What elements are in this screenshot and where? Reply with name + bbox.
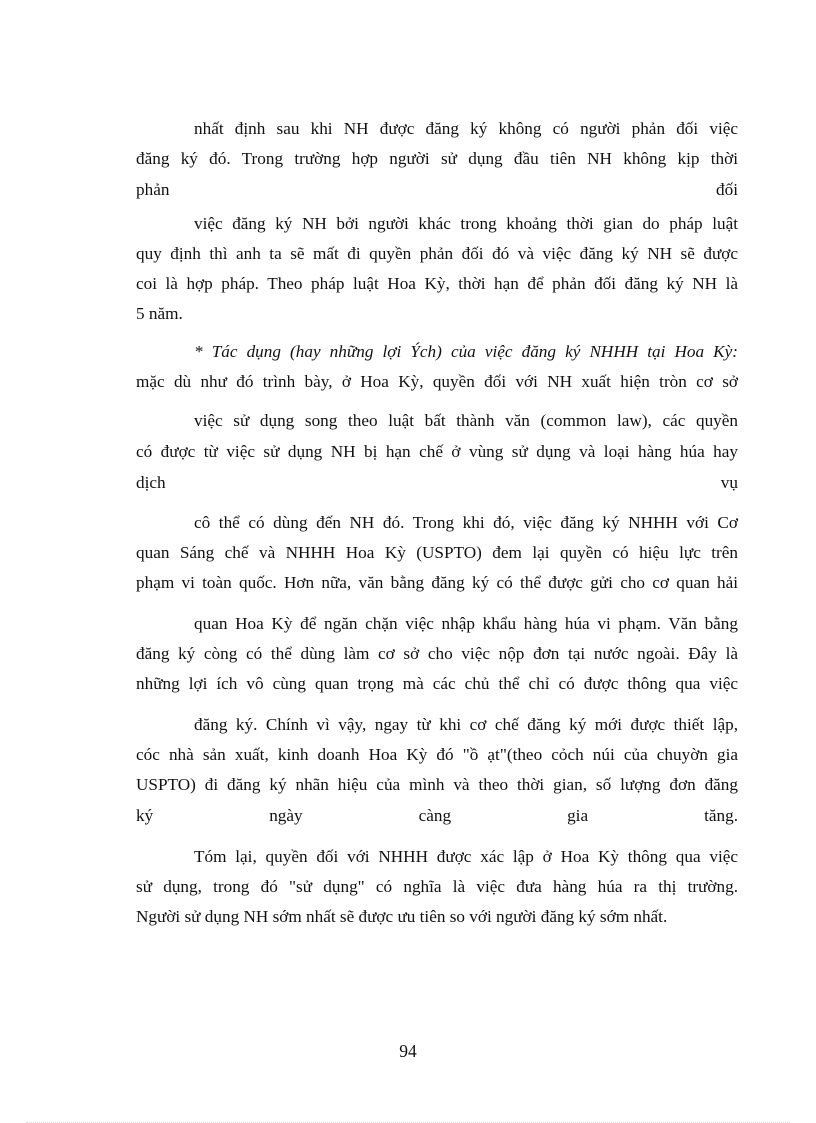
section-heading: * Tác dụng (hay những lợi Ých) của việc đăng ký NHHH tại Hoa Kỳ:: [194, 342, 738, 361]
text-line: việc đăng ký NH bởi người khác trong khoảng thời gian do pháp luật: [194, 214, 738, 233]
text-line: cóc nhà sản xuất, kinh doanh Hoa Kỳ đó "ồ ạt"(theo cỏch núi của chuyờn gia: [136, 745, 738, 764]
text-line: đăng ký còng có thể dùng làm cơ sở cho việc nộp đơn tại nước ngoài. Đây là: [136, 644, 738, 663]
text-line: USPTO) đi đăng ký nhãn hiệu của mình và theo thời gian, số lượng đơn đăng: [136, 775, 738, 794]
text-line: sử dụng, trong đó "sử dụng" có nghĩa là việc đưa hàng húa ra thị trường.: [136, 877, 738, 896]
text-line: nhất định sau khi NH được đăng ký không có người phản đối việc: [194, 119, 738, 138]
text-line: quan Sáng chế và NHHH Hoa Kỳ (USPTO) đem lại quyền có hiệu lực trên: [136, 543, 738, 562]
text-line: đăng ký đó. Trong trường hợp người sử dụng đầu tiên NH không kịp thời: [136, 149, 738, 168]
text-line: quan Hoa Kỳ để ngăn chặn việc nhập khẩu hàng húa vi phạm. Văn bằng: [194, 614, 738, 633]
text-line: cô thể có dùng đến NH đó. Trong khi đó, việc đăng ký NHHH với Cơ: [194, 513, 738, 532]
text-line: việc sử dụng song theo luật bất thành văn (common law), các quyền: [194, 411, 738, 430]
text-line: Người sử dụng NH sớm nhất sẽ được ưu tiên so với người đăng ký sớm nhất.: [136, 907, 668, 926]
text-line: có được từ việc sử dụng NH bị hạn chế ở vùng sử dụng và loại hàng húa hay: [136, 442, 738, 461]
page-number: 94: [399, 1041, 417, 1061]
text-line: ký ngày càng gia tăng.: [136, 806, 738, 825]
text-line: đăng ký. Chính vì vậy, ngay từ khi cơ chế đăng ký mới được thiết lập,: [194, 715, 738, 734]
text-line: phạm vi toàn quốc. Hơn nữa, văn bằng đăng ký có thể được gửi cho cơ quan hải: [136, 573, 738, 592]
text-line: những lợi ích vô cùng quan trọng mà các chủ thể chỉ có được thông qua việc: [136, 674, 738, 693]
text-line: phản đối: [136, 180, 738, 199]
text-line: dịch vụ: [136, 473, 738, 492]
text-line: quy định thì anh ta sẽ mất đi quyền phản đối đó và việc đăng ký NH sẽ được: [136, 244, 738, 263]
text-line: 5 năm.: [136, 304, 183, 323]
text-line: mặc dù như đó trình bày, ở Hoa Kỳ, quyền đối với NH xuất hiện tròn cơ sở: [136, 372, 738, 391]
text-line: Tóm lại, quyền đối với NHHH được xác lập ở Hoa Kỳ thông qua việc: [194, 847, 738, 866]
text-line: coi là hợp pháp. Theo pháp luật Hoa Kỳ, thời hạn để phản đối đăng ký NH là: [136, 274, 738, 293]
